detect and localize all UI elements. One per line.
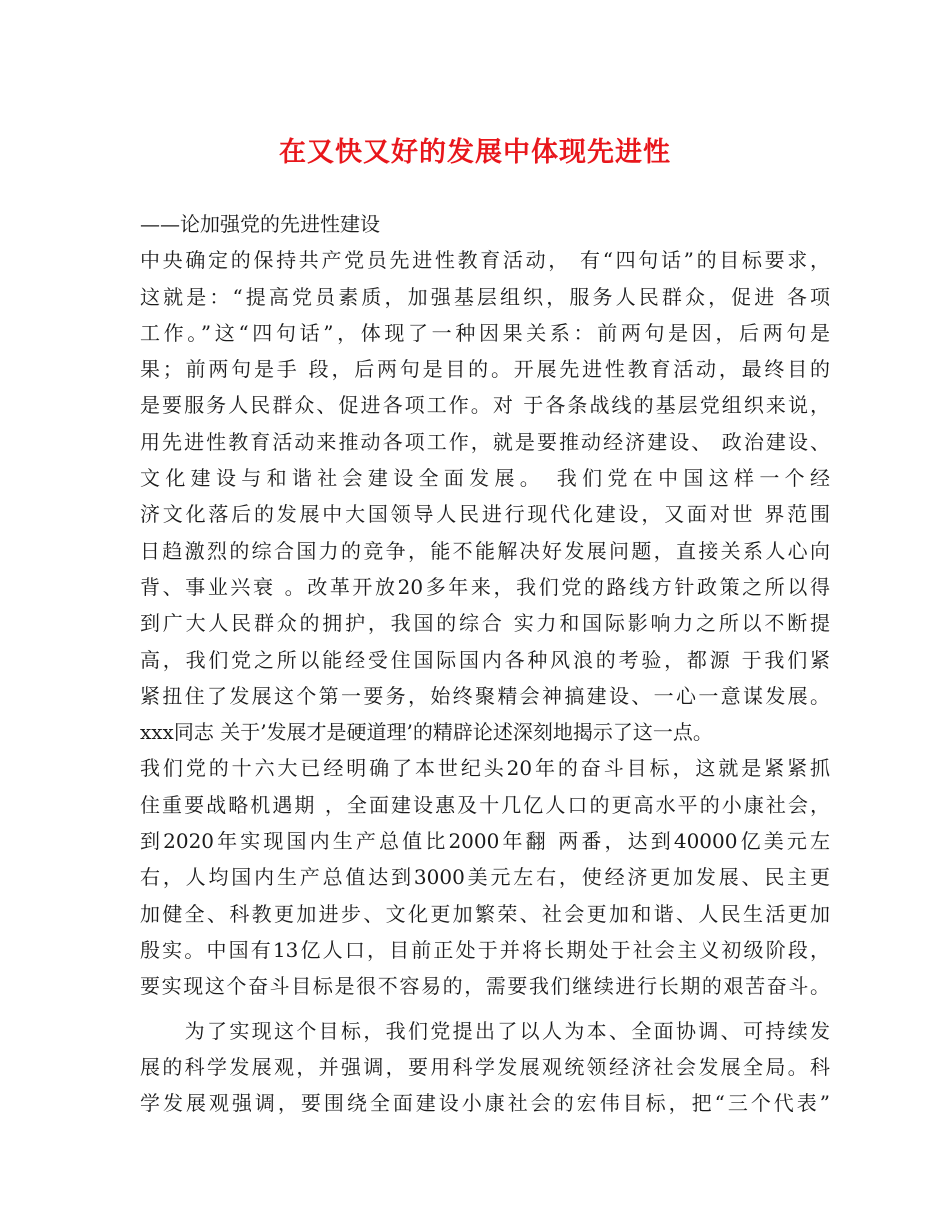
document-body [140,206,830,1121]
body-line: 我们党的十六大已经明确了本世纪头20年的奋斗目标，这就是紧紧抓 [140,756,830,781]
body-line: 这就是：“提高党员素质，加强基层组织，服务人民群众，促进 各项 [140,284,830,309]
body-line: 到广大人民群众的拥护，我国的综合 实力和国际影响力之所以不断提 [140,611,830,636]
body-line: 高，我们党之所以能经受住国际国内各种风浪的考验，都源 于我们紧 [140,647,830,672]
body-line: 展的科学发展观，并强调，要用科学发展观统领经济社会发展全局。科 [140,1054,830,1079]
body-line: xxx同志 关于’发展才是硬道理’的精辟论述深刻地揭示了这一点。 [140,720,713,745]
body-line: 果；前两句是手 段，后两句是目的。开展先进性教育活动，最终目的 [140,357,830,382]
body-line: 要实现这个奋斗目标是很不容易的，需要我们继续进行长期的艰苦奋斗。 [140,974,830,999]
subtitle-line: ——论加强党的先进性建设 [140,212,380,236]
body-line: 背、事业兴衰 。改革开放20多年来，我们党的路线方针政策之所以得 [140,574,830,599]
document-title: 在又快又好的发展中体现先进性 [279,137,671,168]
body-line: 殷实。中国有13亿人口，目前正处于并将长期处于社会主义初级阶段， [140,937,830,962]
body-line: 济文化落后的发展中大国领导人民进行现代化建设，又面对世 界范围 [140,502,830,527]
body-line: 加健全、科教更加进步、文化更加繁荣、社会更加和谐、人民生活更加 [140,901,830,926]
body-line: 日趋激烈的综合国力的竞争，能不能解决好发展问题，直接关系人心向 [140,538,830,563]
body-line: 用先进性教育活动来推动各项工作，就是要推动经济建设、 政治建设、 [140,429,830,454]
body-line: 工作。”这“四句话”，体现了一种因果关系：前两句是因，后两句是 [140,320,830,345]
body-line: 是要服务人民群众、促进各项工作。对 于各条战线的基层党组织来说， [140,393,830,418]
body-line: 到2020年实现国内生产总值比2000年翻 两番，达到40000亿美元左 [140,829,830,854]
body-line: 中央确定的保持共产党员先进性教育活动， 有“四句话”的目标要求， [140,248,830,273]
body-line: 为了实现这个目标，我们党提出了以人为本、全面协调、可持续发 [140,1018,830,1043]
body-line: 文化建设与和谐社会建设全面发展。 我们党在中国这样一个经 [140,466,830,491]
body-line: 住重要战略机遇期 ，全面建设惠及十几亿人口的更高水平的小康社会， [140,792,830,817]
body-line: 学发展观强调，要围绕全面建设小康社会的宏伟目标，把“三个代表” [140,1091,830,1116]
body-line: 右，人均国内生产总值达到3000美元左右，使经济更加发展、民主更 [140,865,830,890]
body-line: 紧扭住了发展这个第一要务，始终聚精会神搞建设、一心一意谋发展。 [140,683,830,708]
